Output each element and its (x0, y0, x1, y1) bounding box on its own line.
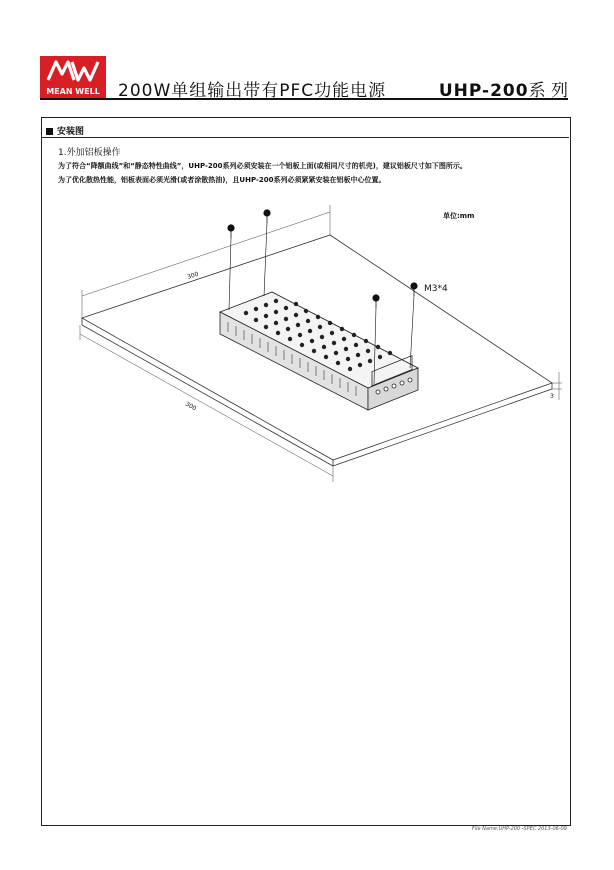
subsection-title: 1.外加铝板操作 (58, 148, 121, 158)
instruction-line-2: 为了优化散热性能，铝板表面必须光滑(或者涂散热油)，且UHP-200系列必须紧紧安装在铝板中心位置。 (58, 176, 386, 184)
instruction-line-1: 为了符合“降额曲线”和“静态特性曲线”，UHP-200系列必须安装在一个铝板上面(或相同尺寸的机壳)，建议铝板尺寸如下图所示。 (58, 162, 467, 170)
dim-thickness: 3 (550, 393, 554, 400)
series-model: UHP-200 (438, 81, 529, 101)
file-name-footer: File Name:UHP-200 -SPEC 2013-06-09 (471, 826, 567, 832)
screw-spec-label: M3*4 (424, 284, 448, 294)
document-title: 200W单组输出带有PFC功能电源 (118, 81, 387, 101)
logo-text: MEAN WELL (40, 86, 106, 98)
section-title: 安装图 (57, 127, 85, 137)
dim-bottom-width: 300 (184, 400, 198, 413)
series-suffix: 系 列 (528, 81, 568, 101)
dim-top-width: 300 (186, 270, 200, 281)
unit-label: 单位:mm (443, 212, 475, 220)
